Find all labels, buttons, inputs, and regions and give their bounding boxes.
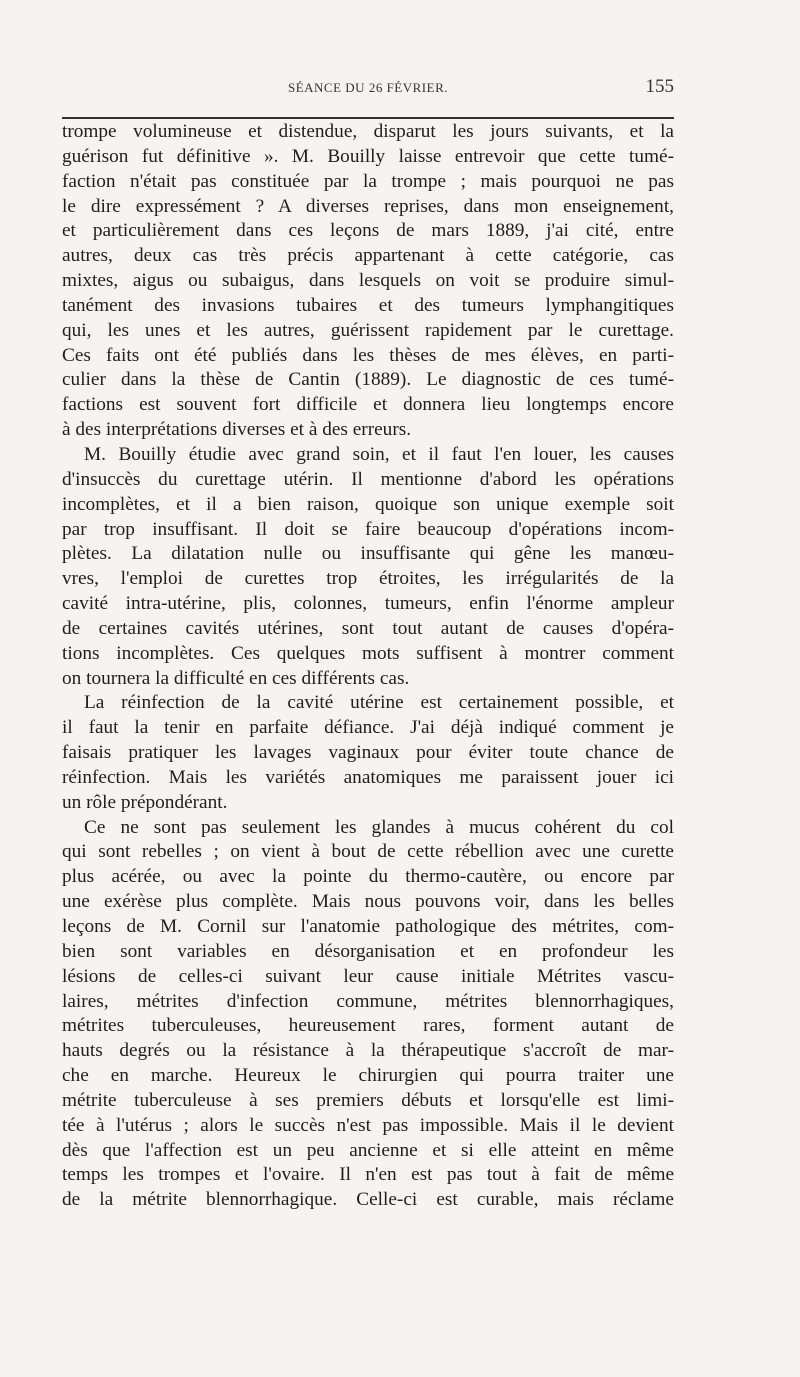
text-line: on tournera la difficulté en ces différents cas. <box>62 667 410 689</box>
running-header <box>62 76 674 100</box>
text-line: M. Bouilly étudie avec grand soin, et il faut l'en louer, les causes <box>84 443 674 465</box>
paragraph <box>62 443 674 691</box>
text-line: dès que l'affection est un peu ancienne et si elle atteint en même <box>62 1139 674 1161</box>
text-line: incomplètes, et il a bien raison, quoique son unique exemple soit <box>62 493 674 515</box>
text-line: faction n'était pas constituée par la trompe ; mais pourquoi ne pas <box>62 170 674 192</box>
text-line: le dire expressément ? A diverses reprises, dans mon enseignement, <box>62 195 674 217</box>
text-line: faisais pratiquer les lavages vaginaux pour éviter toute chance de <box>62 742 674 764</box>
body-text <box>62 120 674 1213</box>
text-line: laires, métrites d'infection commune, métrites blennorrhagiques, <box>62 990 674 1012</box>
text-line: d'insuccès du curettage utérin. Il mentionne d'abord les opérations <box>62 468 674 490</box>
text-line: et particulièrement dans ces leçons de mars 1889, j'ai cité, entre <box>62 220 674 242</box>
text-line: qui, les unes et les autres, guérissent rapidement par le curettage. <box>62 319 674 341</box>
text-line: trompe volumineuse et distendue, disparut les jours suivants, et la <box>62 121 674 142</box>
text-line: lésions de celles-ci suivant leur cause initiale Métrites vascu- <box>62 965 674 987</box>
text-line: Ces faits ont été publiés dans les thèses de mes élèves, en parti- <box>62 344 674 366</box>
text-line: une exérèse plus complète. Mais nous pouvons voir, dans les belles <box>62 891 674 913</box>
text-line: Ce ne sont pas seulement les glandes à mucus cohérent du col <box>84 816 674 838</box>
text-line: cavité intra-utérine, plis, colonnes, tumeurs, enfin l'énorme ampleur <box>62 593 674 615</box>
text-line: de la métrite blennorrhagique. Celle-ci est curable, mais réclame <box>62 1189 674 1211</box>
text-line: tanément des invasions tubaires et des tumeurs lymphangitiques <box>62 294 674 316</box>
paragraph <box>62 691 674 815</box>
text-line: il faut la tenir en parfaite défiance. J'ai déjà indiqué comment je <box>62 717 674 739</box>
header-rule <box>62 117 674 119</box>
text-line: un rôle prépondérant. <box>62 791 228 813</box>
text-line: vres, l'emploi de curettes trop étroites, les irrégularités de la <box>62 568 674 590</box>
text-line: tée à l'utérus ; alors le succès n'est pas impossible. Mais il le devient <box>62 1114 674 1136</box>
text-line: guérison fut définitive ». M. Bouilly laisse entrevoir que cette tumé- <box>62 145 674 167</box>
text-line: che en marche. Heureux le chirurgien qui pourra traiter une <box>62 1065 674 1087</box>
text-line: métrite tuberculeuse à ses premiers débuts et lorsqu'elle est limi- <box>62 1089 674 1111</box>
text-line: mixtes, aigus ou subaigus, dans lesquels on voit se produire simul- <box>62 270 674 292</box>
paragraph <box>62 816 674 1214</box>
text-line: par trop insuffisant. Il doit se faire beaucoup d'opérations incom- <box>62 518 674 540</box>
text-line: qui sont rebelles ; on vient à bout de cette rébellion avec une curette <box>62 841 674 863</box>
text-line: bien sont variables en désorganisation et en profondeur les <box>62 940 674 962</box>
text-line: réinfection. Mais les variétés anatomiques me paraissent jouer ici <box>62 766 674 788</box>
text-line: plus acérée, ou avec la pointe du thermo-cautère, ou encore par <box>62 866 674 888</box>
text-line: La réinfection de la cavité utérine est certainement possible, et <box>84 692 674 714</box>
text-line: métrites tuberculeuses, heureusement rares, forment autant de <box>62 1015 674 1037</box>
text-line: de certaines cavités utérines, sont tout autant de causes d'opéra- <box>62 617 674 639</box>
text-line: plètes. La dilatation nulle ou insuffisante qui gêne les manœu- <box>62 543 674 565</box>
text-line: leçons de M. Cornil sur l'anatomie pathologique des métrites, com- <box>62 916 674 937</box>
text-line: factions est souvent fort difficile et donnera lieu longtemps encore <box>62 394 674 416</box>
text-line: autres, deux cas très précis appartenant à cette catégorie, cas <box>62 245 674 267</box>
text-line: hauts degrés ou la résistance à la thérapeutique s'accroît de mar- <box>62 1040 674 1062</box>
text-line: à des interprétations diverses et à des erreurs. <box>62 419 412 441</box>
text-line: tions incomplètes. Ces quelques mots suffisent à montrer comment <box>62 642 674 664</box>
text-line: temps les trompes et l'ovaire. Il n'en est pas tout à fait de même <box>62 1164 674 1186</box>
running-title: SÉANCE DU 26 FÉVRIER. <box>287 80 448 95</box>
paragraph <box>62 120 674 443</box>
text-line: culier dans la thèse de Cantin (1889). Le diagnostic de ces tumé- <box>62 369 674 391</box>
page-number: 155 <box>645 76 674 97</box>
